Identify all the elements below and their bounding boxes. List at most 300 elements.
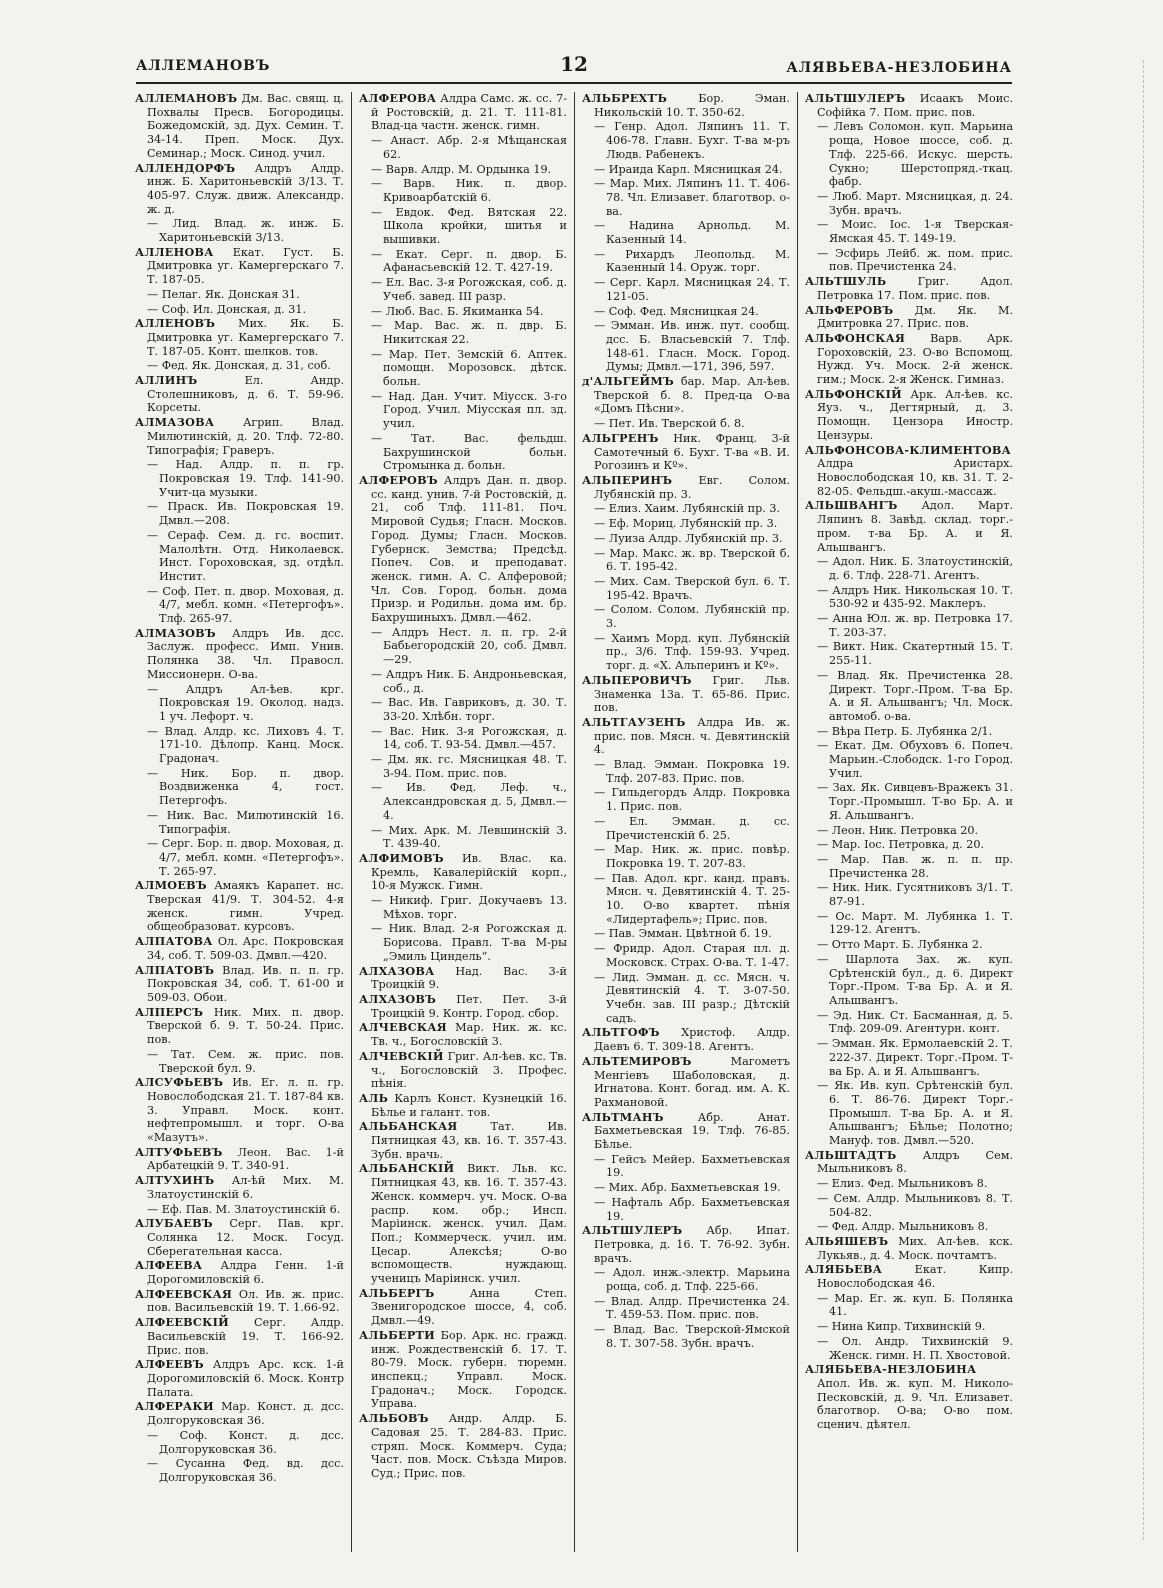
directory-subentry: [817, 838, 1013, 852]
directory-subentry: [817, 953, 1013, 1008]
subentry-details: Алдръ Ник. Никольская 10. Т. 530-92 и 435-92. Маклеръ.: [829, 583, 1013, 611]
subentry-details: Серг. Бор. п. двор. Моховая, д. 4/7, мебл. комн. «Петергофъ». Т. 265-97.: [159, 837, 344, 878]
entry-details: Абр. Анат. Бахметьевская 19. Тлф. 76-85. Бѣлье.: [594, 1110, 790, 1152]
entry-details: Варв. Арк. Гороховскій, 23. О-во Вспомощ. Нужд. Уч. Моск. 2-й женск. гим.; Моск. 2-я Женск. Гимназ.: [817, 331, 1013, 387]
directory-subentry: [147, 725, 344, 766]
directory-entry: [359, 1162, 567, 1285]
directory-entry: [135, 416, 344, 457]
entry-details: Алдръ Арс. кск. 1-й Дорогомиловскій 6. Моск. Контр Палата.: [147, 1358, 344, 1399]
subentry-details: Сераф. Сем. д. гс. воспит. Малолѣтн. Отд. Николаевск. Инст. Гороховская, зд. отдѣл. Инстит.: [159, 528, 344, 583]
directory-subentry: [594, 517, 790, 531]
directory-subentry: [594, 942, 790, 969]
entry-details: Дм. Вас. свящ. ц. Похвалы Пресв. Богородицы. Божедомскій, зд. Дух. Семин. Т. 34-14. Преп. Моск. Дух. Семинар.; Моск. Синод. учил.: [147, 92, 344, 160]
page-edge: [1143, 60, 1150, 1540]
directory-subentry: [147, 303, 344, 317]
directory-subentry: [371, 248, 567, 275]
entry-details: Анна Степ. Звенигородское шоссе, 4, соб. Дмвл.—49.: [371, 1286, 567, 1328]
entry-details: Ив. Ег. л. п. гр. Новослободская 21. Т. 187-84 кв. 3. Управл. Моск. конт. нефтепромышл. и торг. О-ва «Мазутъ».: [147, 1076, 344, 1145]
directory-entry: [135, 1316, 344, 1357]
directory-subentry: [594, 177, 790, 218]
directory-subentry: [147, 683, 344, 724]
directory-entry: [582, 474, 790, 501]
entry-surname: АЛЛЕНОВА: [135, 244, 214, 259]
entry-surname: АЛЬТШУЛЕРЪ: [582, 1223, 683, 1238]
entry-surname: АЛЛЕНОВЪ: [135, 316, 216, 331]
directory-entry: [135, 246, 344, 287]
subentry-details: Нафталь Абр. Бахметьевская 19.: [606, 1195, 790, 1223]
entry-details: Дм. Як. М. Дмитровка 27. Прис. пов.: [817, 303, 1013, 331]
entry-surname: АЛФЕРОВЪ: [359, 472, 438, 487]
subentry-details: Генр. Адол. Ляпинъ 11. Т. 406-78. Главн. Бухг. Т-ва м-ръ Людв. Рабенекъ.: [606, 120, 790, 161]
directory-subentry: [371, 134, 567, 161]
directory-entry: [359, 1120, 567, 1161]
directory-subentry: [147, 585, 344, 626]
subentry-details: Рихардъ Леопольд. М. Казенный 14. Оруж. торг.: [606, 247, 790, 275]
directory-entry: [135, 1358, 344, 1399]
subentry-details: Серг. Карл. Мясницкая 24. Т. 121-05.: [606, 276, 790, 303]
entry-surname: АЛЛИНЪ: [135, 373, 198, 388]
directory-entry: [135, 1174, 344, 1201]
directory-subentry: [594, 319, 790, 374]
directory-subentry: [594, 276, 790, 303]
directory-subentry: [371, 177, 567, 204]
subentry-details: Влад. Эмман. Покровка 19. Тлф. 207-83. Прис. пов.: [606, 758, 790, 785]
entry-details: Амаякъ Карапет. нс. Тверская 41/9. Т. 304-52. 4-я женск. гимн. Учред. общеобразоват. курсовъ.: [147, 879, 344, 934]
directory-subentry: [594, 927, 790, 941]
page-header: [136, 52, 1012, 82]
subentry-details: Елиз. Хаим. Лубянскій пр. 3.: [608, 502, 781, 516]
directory-subentry: [371, 753, 567, 780]
entry-surname: АЛЬЯШЕВЪ: [805, 1233, 889, 1248]
subentry-details: Адол. Ник. Б. Златоустинскій, д. 6. Тлф. 228-71. Агентъ.: [829, 555, 1013, 582]
directory-entry: [135, 162, 344, 217]
directory-entry: [135, 1006, 344, 1047]
directory-entry: [359, 993, 567, 1020]
subentry-details: Анаст. Абр. 2-я Мѣщанская 62.: [383, 134, 567, 161]
subentry-details: Эд. Ник. Ст. Басманная, д. 5. Тлф. 209-09. Агентурн. конт.: [829, 1008, 1013, 1036]
directory-subentry: [817, 781, 1013, 822]
subentry-details: Леон. Ник. Петровка 20.: [831, 823, 979, 837]
entry-details: Арк. Ал-ѣев. кс. Яуз. ч., Дегтярный, д. 3. Помощн. Цензора Иностр. Цензуры.: [817, 387, 1013, 442]
directory-entry: [135, 1288, 344, 1315]
subentry-details: Ник. Бор. п. двор. Воздвиженка 4, гост. Петергофъ.: [159, 766, 344, 808]
subentry-details: Люб. Вас. Б. Якиманка 54.: [385, 304, 544, 318]
entry-surname: АЛЧЕВСКІЙ: [359, 1048, 444, 1063]
subentry-details: Ираида Карл. Мясницкая 24.: [608, 162, 783, 176]
subentry-details: Варв. Алдр. М. Ордынка 19.: [385, 162, 552, 176]
subentry-details: Никиф. Григ. Докучаевъ 13. Мѣхов. торг.: [383, 894, 567, 921]
entry-surname: АЛФЕЕВСКАЯ: [135, 1286, 233, 1301]
directory-subentry: [817, 739, 1013, 780]
entry-details: Андр. Алдр. Б. Садовая 25. Т. 284-83. Прис. стряп. Моск. Коммерч. Суда; Част. пов. Моск. Съѣзда Миров. Суд.; Прис. пов.: [371, 1412, 567, 1480]
directory-subentry: [594, 1196, 790, 1223]
directory-subentry: [594, 502, 790, 516]
directory-entry: [359, 1021, 567, 1048]
subentry-details: Влад. Алдр. Пречистенка 24. Т. 459-53. Пом. прис. пов.: [606, 1294, 790, 1322]
directory-entry: [805, 1235, 1013, 1262]
subentry-details: Мих. Абр. Бахметьевская 19.: [608, 1181, 781, 1195]
directory-subentry: [594, 815, 790, 842]
directory-entry: [805, 388, 1013, 443]
subentry-details: Ник. Влад. 2-я Рогожская д. Борисова. Правл. Т-ва М-ры „Эмиль Циндель“.: [383, 922, 568, 963]
page-number: 12: [560, 52, 588, 76]
directory-subentry: [147, 458, 344, 499]
subentry-details: Алдръ Нест. л. п. гр. 2-й Бабьегородскій 20, соб. Дмвл.—29.: [383, 625, 567, 667]
directory-subentry: [817, 1079, 1013, 1148]
columns: [128, 92, 1020, 1552]
entry-surname: АЛФЕРОВА: [359, 92, 437, 105]
directory-subentry: [371, 626, 567, 667]
subentry-details: Елиз. Фед. Мыльниковъ 8.: [831, 1177, 988, 1191]
subentry-details: Варв. Ник. п. двор. Кривоарбатскій 6.: [383, 177, 567, 204]
directory-entry: [582, 674, 790, 715]
subentry-details: Фридр. Адол. Старая пл. д. Московск. Страх. О-ва. Т. 1-47.: [606, 942, 790, 969]
directory-subentry: [371, 348, 567, 389]
subentry-details: Ив. Фед. Леф. ч., Александровская д. 5, Дмвл.—4.: [383, 781, 567, 822]
subentry-details: Зах. Як. Сивцевъ-Вражекъ 31. Торг.-Промышл. Т-во Бр. А. и Я. Альшвангъ.: [829, 781, 1014, 822]
subentry-details: Моис. Іос. 1-я Тверская-Ямская 45. Т. 149-19.: [829, 218, 1013, 246]
entry-details: Ник. Мих. п. двор. Тверской б. 9. Т. 50-24. Прис. пов.: [147, 1005, 344, 1047]
subentry-details: Ел. Вас. 3-я Рогожская, соб. д. Учеб. завед. III разр.: [383, 276, 567, 303]
entry-surname: АЛЬПЕРИНЪ: [582, 472, 673, 487]
subentry-details: Адол. инж.-электр. Марьина роща, соб. д. Тлф. 225-66.: [606, 1266, 791, 1294]
directory-subentry: [147, 288, 344, 302]
subentry-details: Пелаг. Як. Донская 31.: [161, 287, 300, 301]
entry-surname: АЛЬ: [359, 1090, 389, 1105]
directory-subentry: [817, 1192, 1013, 1219]
entry-surname: АЛЬГРЕНЪ: [582, 430, 659, 445]
subentry-details: Мар. Мих. Ляпинъ 11. Т. 406-78. Чл. Елизавет. благотвор. о-ва.: [606, 177, 790, 218]
directory-subentry: [147, 767, 344, 808]
directory-subentry: [594, 1153, 790, 1180]
subentry-details: Соф. Пет. п. двор. Моховая, д. 4/7, мебл. комн. «Петергофъ». Тлф. 265-97.: [159, 584, 344, 626]
directory-entry: [135, 1076, 344, 1145]
entry-details: Над. Вас. 3-й Троицкій 9.: [371, 964, 567, 992]
entry-details: Григ. Адол. Петровка 17. Пом. прис. пов.: [817, 275, 1013, 302]
directory-entry: [135, 317, 344, 358]
directory-subentry: [594, 1295, 790, 1322]
column-4: [797, 92, 1020, 1552]
directory-entry: [805, 304, 1013, 331]
subentry-details: Солом. Солом. Лубянскій пр. 3.: [606, 603, 790, 631]
entry-details: Алдра Самс. ж. сс. 7-й Ростовскій, д. 21. Т. 111-81. Влад-ца частн. женск. гимн.: [371, 92, 567, 133]
subentry-details: Вас. Ив. Гавриковъ, д. 30. Т. 33-20. Хлѣбн. торг.: [383, 696, 567, 723]
entry-surname: АЛПЕРСЪ: [135, 1004, 204, 1019]
subentry-details: Вас. Ник. 3-я Рогожская, д. 14, соб. Т. 93-54. Дмвл.—457.: [383, 724, 567, 752]
subentry-details: Надина Арнольд. М. Казенный 14.: [606, 219, 790, 247]
directory-subentry: [594, 120, 790, 161]
subentry-details: Мар. Ег. ж. куп. Б. Полянка 41.: [829, 1291, 1014, 1319]
entry-surname: АЛЬФОНСОВА-КЛИМЕНТОВА: [805, 442, 1012, 457]
directory-entry: [359, 1329, 567, 1411]
subentry-details: Лид. Эмман. д. сс. Мясн. ч. Девятинскій 4. Т. 3-07-50. Учебн. зав. III разр.; Дѣтскій садъ.: [606, 970, 790, 1025]
subentry-details: Ник. Вас. Милютинскій 16. Типографія.: [159, 808, 345, 836]
entry-details: Ол. Ив. ж. прис. пов. Васильевскій 19. Т. 1.66-92.: [147, 1287, 344, 1315]
entry-details: Ив. Влас. ка. Кремль, Кавалерійскій корп., 10-я Мужск. Гимн.: [371, 851, 567, 893]
directory-subentry: [817, 853, 1013, 880]
subentry-details: Шарлота Зах. ж. куп. Срѣтенскій бул., д. 6. Директ Торг.-Пром. Т-ва Бр. А. и Я. Альшвангъ.: [829, 952, 1013, 1007]
subentry-details: Люб. Март. Мясницкая, д. 24. Зубн. врачъ.: [829, 189, 1013, 217]
directory-entry: [582, 432, 790, 473]
directory-subentry: [147, 809, 344, 836]
subentry-details: Эмман. Як. Ермолаевскій 2. Т. 222-37. Директ. Торг.-Пром. Т-ва Бр. А. и Я. Альшвангъ.: [829, 1037, 1013, 1078]
directory-subentry: [594, 872, 790, 927]
subentry-details: Праск. Ив. Покровская 19. Дмвл.—208.: [159, 500, 345, 528]
directory-entry: [135, 1400, 344, 1427]
entry-details: Ник. Франц. 3-й Самотечный 6. Бухг. Т-ва «В. И. Рогозинъ и Кº».: [594, 431, 790, 473]
subentry-details: Отто Март. Б. Лубянка 2.: [831, 938, 983, 952]
entry-details: Серг. Пав. крг. Солянка 12. Моск. Госуд. Сберегательная касса.: [147, 1217, 344, 1258]
directory-entry: [135, 92, 344, 161]
entry-details: Ал-ѣй Мих. М. Златоустинскій 6.: [147, 1174, 344, 1201]
entry-surname: АЛЬБОВЪ: [359, 1411, 429, 1426]
directory-subentry: [371, 432, 567, 473]
subentry-details: Викт. Ник. Скатертный 15. Т. 255-11.: [829, 640, 1013, 668]
entry-details: Алдра Ив. ж. прис. пов. Мясн. ч. Девятинскій 4.: [594, 715, 790, 757]
entry-surname: АЛЬФЕРОВЪ: [805, 302, 894, 317]
subentry-details: Соф. Ил. Донская, д. 31.: [161, 302, 307, 316]
directory-subentry: [817, 120, 1013, 189]
entry-surname: д'АЛЬГЕЙМЪ: [582, 374, 675, 389]
directory-entry: [135, 1146, 344, 1173]
entry-details: Тат. Ив. Пятницкая 43, кв. 16. Т. 357-43. Зубн. врачь.: [371, 1120, 567, 1161]
directory-subentry: [817, 584, 1013, 611]
directory-entry: [359, 1092, 567, 1119]
directory-entry: [135, 964, 344, 1005]
subentry-details: Хаимъ Морд. куп. Лубянскій пр., 3/6. Тлф. 159-93. Учред. торг. д. «Х. Альперинъ и Кº».: [606, 631, 790, 673]
directory-subentry: [371, 894, 567, 921]
subentry-details: Мар. Пав. ж. п. п. пр. Пречистенка 28.: [829, 852, 1013, 880]
directory-subentry: [817, 1177, 1013, 1191]
subentry-details: Влад. Вас. Тверской-Ямской 8. Т. 307-58. Зубн. врачъ.: [606, 1323, 790, 1350]
directory-entry: [805, 1263, 1013, 1290]
directory-subentry: [371, 276, 567, 303]
directory-subentry: [817, 910, 1013, 937]
directory-entry: [359, 92, 567, 133]
directory-subentry: [147, 217, 344, 244]
subentry-details: Мар. Макс. ж. вр. Тверской б. 6. Т. 195-42.: [606, 546, 790, 574]
entry-details: Мих. Як. Б. Дмитровка уг. Камергерскаго 7. Т. 187-05. Конт. шелков. тов.: [147, 317, 344, 358]
entry-details: Ол. Арс. Покровская 34, соб. Т. 509-03. Дмвл.—420.: [147, 935, 344, 962]
entry-surname: АЛТУХИНЪ: [135, 1173, 215, 1188]
header-right-guide-word: АЛЯВЬЕВА-НЕЗЛОБИНА: [786, 60, 1012, 76]
entry-surname: АЛФИМОВЪ: [359, 850, 444, 865]
subentry-details: Еф. Пав. М. Златоустинскій 6.: [161, 1202, 341, 1216]
subentry-details: Соф. Конст. д. дсс. Долгоруковская 36.: [159, 1428, 344, 1456]
directory-subentry: [817, 218, 1013, 245]
subentry-details: Евдок. Фед. Вятская 22. Школа кройки, шитья и вышивки.: [383, 205, 568, 247]
entry-details: Алдра Аристарх. Новослободская 10, кв. 31. Т. 2-82-05. Фельдш.-акуш.-массаж.: [817, 457, 1013, 498]
subentry-details: Влад. Як. Пречистенка 28. Директ. Торг.-Пром. Т-ва Бр. А. и Я. Альшвангъ; Чл. Моск. автомоб. о-ва.: [829, 668, 1013, 723]
directory-subentry: [594, 248, 790, 275]
subentry-details: Екат. Серг. п. двор. Б. Афанасьевскій 12. Т. 427-19.: [383, 247, 567, 275]
entry-surname: АЛЬШТАДТЪ: [805, 1147, 897, 1162]
subentry-details: Мар. Ник. ж. прис. повѣр. Покровка 19. Т. 207-83.: [606, 843, 790, 870]
entry-details: Алдра Генн. 1-й Дорогомиловскій 6.: [147, 1259, 344, 1287]
directory-subentry: [371, 390, 567, 431]
directory-subentry: [371, 163, 567, 177]
entry-details: Екат. Густ. Б. Дмитровка уг. Камергерскаго 7. Т. 187-05.: [147, 245, 345, 287]
directory-subentry: [594, 1181, 790, 1195]
subentry-details: Мих. Сам. Тверской бул. 6. Т. 195-42. Врачъ.: [606, 574, 790, 602]
subentry-details: Нина Кипр. Тихвинскій 9.: [831, 1320, 986, 1334]
entry-surname: АЛФЕЕВЪ: [135, 1357, 204, 1372]
directory-entry: [359, 1050, 567, 1091]
directory-entry: [359, 1287, 567, 1328]
subentry-details: Пав. Эмман. Цвѣтной б. 19.: [608, 927, 772, 941]
subentry-details: Ник. Ник. Гусятниковъ 3/1. Т. 87-91.: [829, 881, 1013, 909]
directory-entry: [805, 92, 1013, 119]
directory-subentry: [817, 725, 1013, 739]
entry-surname: АЛСУФЬЕВЪ: [135, 1075, 224, 1090]
directory-entry: [805, 499, 1013, 554]
entry-details: Христоф. Алдр. Даевъ 6. Т. 309-18. Агентъ.: [594, 1026, 791, 1054]
subentry-details: Сусанна Фед. вд. дсс. Долгоруковская 36.: [159, 1457, 345, 1484]
entry-details: Григ. Льв. Знаменка 13а. Т. 65-86. Прис. пов.: [594, 673, 791, 715]
directory-subentry: [594, 632, 790, 673]
directory-subentry: [147, 359, 344, 373]
directory-entry: [582, 1026, 790, 1053]
subentry-details: Мих. Арк. М. Левшинскій 3. Т. 439-40.: [383, 823, 567, 851]
entry-details: Бор. Эман. Никольскій 10. Т. 350-62.: [594, 92, 790, 119]
directory-subentry: [817, 1220, 1013, 1234]
directory-subentry: [147, 1429, 344, 1456]
directory-subentry: [371, 206, 567, 247]
directory-entry: [359, 474, 567, 625]
subentry-details: Над. Алдр. п. п. гр. Покровская 19. Тлф. 141-90. Учит-ца музыки.: [159, 458, 344, 499]
directory-entry: [359, 1412, 567, 1481]
directory-subentry: [817, 555, 1013, 582]
directory-subentry: [817, 1320, 1013, 1334]
entry-details: Карлъ Конст. Кузнецкій 16. Бѣлье и галант. тов.: [371, 1091, 567, 1119]
subentry-details: Луиза Алдр. Лубянскій пр. 3.: [608, 531, 783, 545]
entry-details: Евг. Солом. Лубянскій пр. 3.: [594, 473, 790, 501]
subentry-details: Тат. Вас. фельдш. Бахрушинской больн. Стромынка д. больн.: [383, 431, 567, 473]
entry-surname: АЛЛЕМАНОВЪ: [135, 92, 238, 105]
directory-subentry: [594, 1323, 790, 1350]
entry-surname: АЛЛЕНДОРФЪ: [135, 160, 236, 175]
entry-details: Бор. Арк. нс. гражд. инж. Рождественскій б. 17. Т. 80-79. Моск. губерн. тюремн. инспекц.; Управл. Моск. Градонач.; Моск. Городск. Управа.: [371, 1328, 568, 1411]
directory-entry: [582, 1055, 790, 1110]
subentry-details: Мар. Вас. ж. п. двр. Б. Никитская 22.: [383, 319, 567, 346]
entry-surname: АЛФЕРАКИ: [135, 1399, 214, 1414]
entry-details: Адол. Март. Ляпинъ 8. Завѣд. склад. торг.-пром. т-ва Бр. А. и Я. Альшвангъ.: [817, 499, 1013, 554]
subentry-details: Сем. Алдр. Мыльниковъ 8. Т. 504-82.: [829, 1191, 1013, 1219]
entry-surname: АЛТУФЬЕВЪ: [135, 1144, 223, 1159]
subentry-details: Мар. Іос. Петровка, д. 20.: [831, 838, 985, 852]
directory-subentry: [594, 532, 790, 546]
directory-entry: [805, 444, 1013, 499]
header-left-guide-word: АЛЛЕМАНОВЪ: [136, 58, 271, 74]
directory-subentry: [594, 971, 790, 1026]
subentry-details: Над. Дан. Учит. Міусск. 3-го Город. Учил. Міусская пл. зд. учил.: [383, 389, 567, 431]
entry-details: Исаакъ Моис. Софійка 7. Пом. прис. пов.: [817, 92, 1013, 119]
subentry-details: Еф. Мориц. Лубянскій пр. 3.: [608, 517, 778, 531]
entry-details: Агрип. Влад. Милютинскій, д. 20. Тлф. 72-80. Типографія; Граверъ.: [147, 416, 344, 457]
directory-entry: [805, 275, 1013, 302]
directory-entry: [582, 716, 790, 757]
subentry-details: Лид. Влад. ж. инж. Б. Харитоньевскій 3/13.: [159, 217, 344, 245]
directory-subentry: [594, 575, 790, 602]
entry-surname: АЛФЕЕВА: [135, 1258, 203, 1273]
entry-details: Магометъ Менгіевъ Шаболовская, д. Игнатова. Конт. богад. им. А. К. Рахмановой.: [594, 1054, 790, 1109]
subentry-details: Алдръ Ал-ѣев. крг. Покровская 19. Околод. надз. 1 уч. Лефорт. ч.: [159, 682, 344, 723]
entry-details: Алдръ Сем. Мыльниковъ 8.: [817, 1148, 1014, 1176]
entry-details: бар. Мар. Ал-ѣев. Тверской б. 8. Пред-ца О-ва «Домъ Пѣсни».: [594, 375, 790, 416]
directory-page: [128, 40, 1020, 1560]
subentry-details: Тат. Сем. ж. прис. пов. Тверской бул. 9.: [159, 1047, 344, 1075]
directory-subentry: [147, 1048, 344, 1075]
subentry-details: Фед. Алдр. Мыльниковъ 8.: [831, 1220, 989, 1234]
entry-surname: АЛПАТОВЪ: [135, 962, 215, 977]
directory-subentry: [147, 1457, 344, 1484]
directory-subentry: [817, 669, 1013, 724]
directory-subentry: [594, 1266, 790, 1293]
entry-surname: АЛФЕЕВСКІЙ: [135, 1315, 230, 1330]
subentry-details: Влад. Алдр. кс. Лиховъ 4. Т. 171-10. Дѣлопр. Канц. Моск. Градонач.: [159, 724, 344, 766]
subentry-details: Алдръ Ник. Б. Андроньевская, соб., д.: [383, 667, 567, 695]
directory-subentry: [817, 824, 1013, 838]
subentry-details: Фед. Як. Донская, д. 31, соб.: [161, 359, 331, 373]
directory-entry: [135, 1217, 344, 1258]
directory-subentry: [817, 938, 1013, 952]
directory-subentry: [594, 417, 790, 431]
entry-surname: АЛЬФОНСКІЙ: [805, 386, 903, 401]
entry-details: Мар. Ник. ж. кс. Тв. ч., Богословскій 3.: [371, 1021, 568, 1049]
entry-details: Влад. Ив. п. п. гр. Покровская 34, соб. Т. 61-00 и 509-03. Обои.: [147, 963, 344, 1004]
entry-surname: АЛЬТЕМИРОВЪ: [582, 1053, 692, 1068]
entry-details: Апол. Ив. ж. куп. М. Николо-Песковскій, д. 9. Чл. Елизавет. благотвор. О-ва; О-во пом. сценич. дѣятел.: [817, 1376, 1013, 1432]
directory-entry: [359, 852, 567, 893]
directory-subentry: [817, 640, 1013, 667]
subentry-details: Гильдегордъ Алдр. Покровка 1. Прис. пов.: [606, 786, 790, 814]
directory-subentry: [371, 305, 567, 319]
directory-subentry: [594, 758, 790, 785]
entry-surname: АЛЬТМАНЪ: [582, 1109, 664, 1124]
subentry-details: Як. Ив. куп. Срѣтенскій бул. 6. Т. 86-76. Директ Торг.-Промышл. Т-ва Бр. А. и Я. Альшвангъ; Бѣлье; Полотно; Мануф. тов. Дмвл.—520.: [829, 1079, 1014, 1148]
directory-subentry: [147, 1203, 344, 1217]
subentry-details: Эсфирь Лейб. ж. пом. прис. пов. Пречистенка 24.: [829, 246, 1013, 274]
entry-details: Екат. Кипр. Новослободская 46.: [817, 1263, 1014, 1291]
header-rule: [136, 82, 1012, 84]
directory-entry: [135, 935, 344, 962]
entry-surname: АЛХАЗОВЪ: [359, 992, 437, 1006]
directory-subentry: [371, 725, 567, 752]
entry-details: Мар. Конст. д. дсс. Долгоруковская 36.: [147, 1400, 344, 1428]
directory-subentry: [594, 843, 790, 870]
entry-surname: АЛЬБАНСКІЙ: [359, 1161, 455, 1176]
subentry-details: Пав. Адол. крг. канд. правъ. Мясн. ч. Девятинскій 4. Т. 25-10. О-во квартет. пѣнія «Лидертафель»; Прис. пов.: [606, 871, 790, 926]
directory-subentry: [147, 529, 344, 584]
subentry-details: Анна Юл. ж. вр. Петровка 17. Т. 203-37.: [829, 612, 1013, 639]
entry-details: Алдръ Алдр. инж. Б. Харитоньевскій 3/13. Т. 405-97. Служ. движ. Александр. ж. д.: [147, 161, 344, 216]
entry-details: Серг. Алдр. Васильевскій 19. Т. 166-92. Прис. пов.: [147, 1316, 344, 1357]
entry-surname: АЛПАТОВА: [135, 934, 213, 949]
entry-details: Абр. Ипат. Петровка, д. 16. Т. 76-92. Зубн. врачъ.: [594, 1224, 790, 1265]
directory-subentry: [594, 786, 790, 813]
directory-subentry: [817, 1292, 1013, 1319]
directory-entry: [135, 1259, 344, 1286]
directory-subentry: [147, 837, 344, 878]
entry-surname: АЛЯБЬЕВА-НЕЗЛОБИНА: [805, 1362, 977, 1377]
directory-subentry: [371, 781, 567, 822]
directory-subentry: [594, 163, 790, 177]
directory-subentry: [817, 1009, 1013, 1036]
entry-surname: АЛМОЕВЪ: [135, 878, 207, 893]
directory-subentry: [817, 881, 1013, 908]
entry-surname: АЛЧЕВСКАЯ: [359, 1020, 447, 1035]
subentry-details: Пет. Ив. Тверской б. 8.: [608, 417, 745, 431]
